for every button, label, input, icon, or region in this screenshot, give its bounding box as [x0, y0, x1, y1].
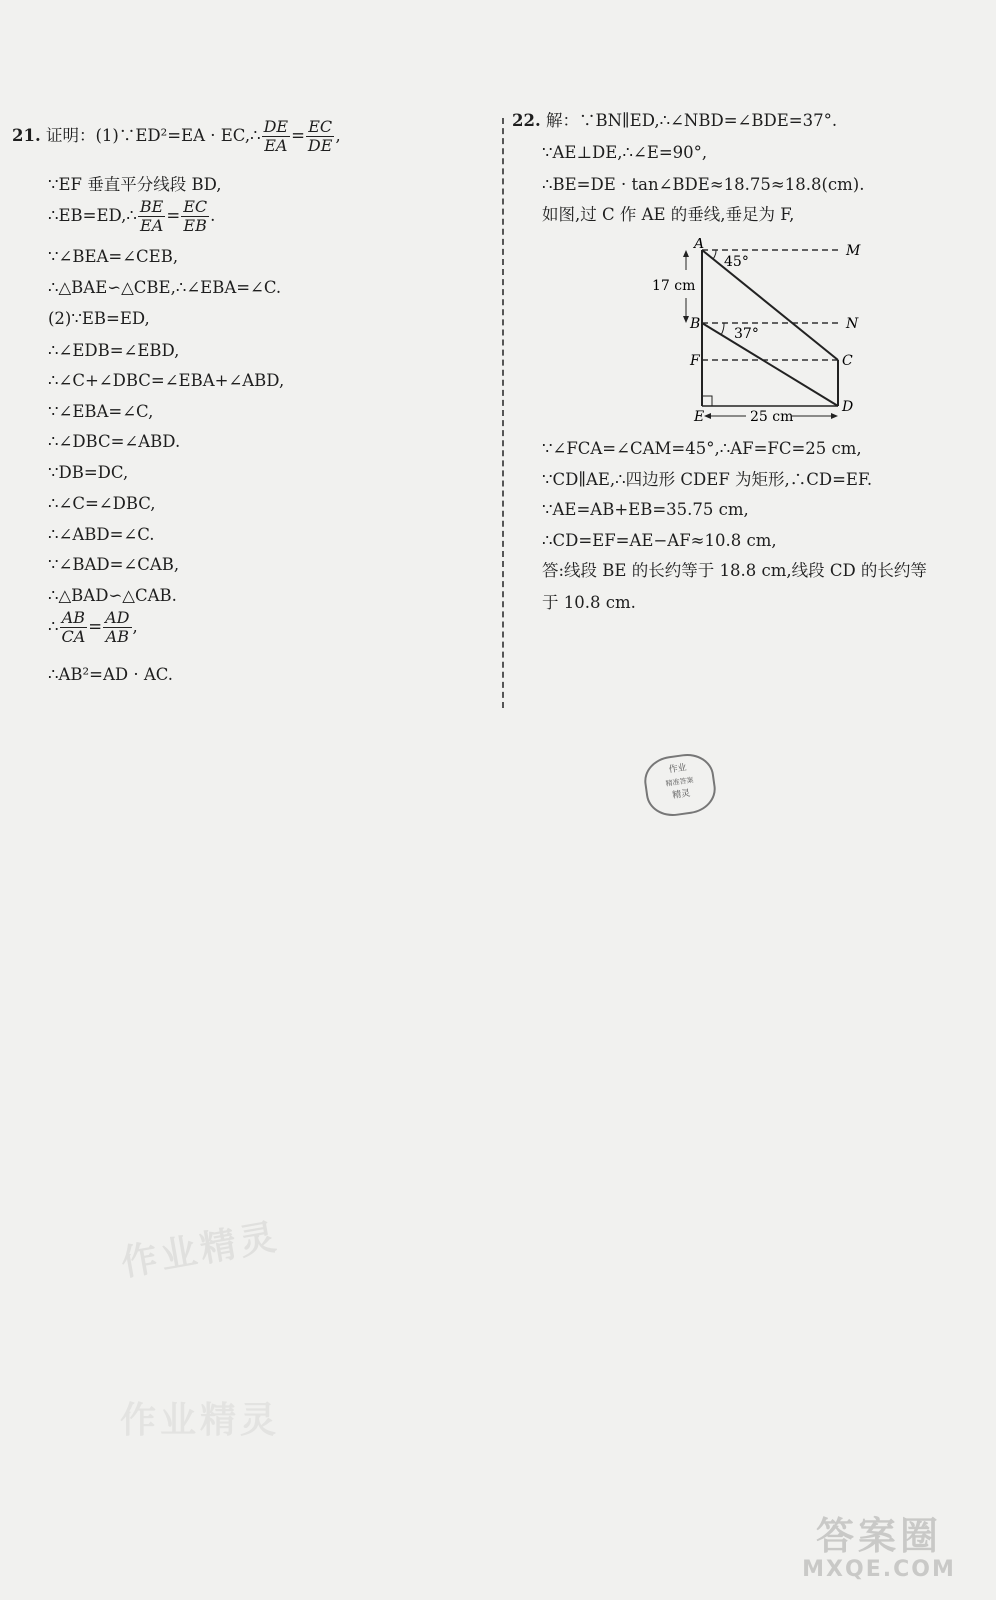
- p21-frac2_top: EC: [306, 118, 335, 137]
- p21-line-15: [48, 585, 177, 607]
- p21-line-13: [48, 524, 155, 546]
- p21-text: ∴∠C+∠DBC=∠EBA+∠ABD,: [48, 371, 285, 390]
- p21-line-17: [48, 664, 173, 686]
- p21-text: ∴AB²=AD · AC.: [48, 665, 174, 684]
- p21-text: ∵DB=DC,: [48, 463, 129, 482]
- p22-text: ∵AE⊥DE,∴∠E=90°,: [542, 143, 708, 162]
- p21-mid: =: [166, 206, 181, 225]
- p21-line-3: [48, 198, 215, 235]
- p21-frac1_bot: EA: [264, 136, 288, 155]
- p22-text: 如图,过 C 作 AE 的垂线,垂足为 F,: [542, 205, 795, 224]
- angle-37: 37°: [734, 326, 759, 342]
- p21-frac2_bot: AB: [105, 627, 129, 646]
- p21-mid: =: [88, 617, 103, 636]
- p22-text: ∴BE=DE · tan∠BDE≈18.75≈18.8(cm).: [542, 175, 865, 194]
- stamp-line-1: 作业: [668, 762, 688, 776]
- p21-post: ,: [335, 126, 341, 145]
- p21-line-9: [48, 401, 153, 423]
- fraction: [60, 609, 88, 646]
- p22-after-line-5: 答:线段 BE 的长约等于 18.8 cm,线段 CD 的长约等: [542, 561, 927, 580]
- p21-pre: 证明：(1)∵ED²=EA · EC,∴: [45, 126, 261, 145]
- p21-pre: ∴: [48, 617, 59, 636]
- p21-pre: ∴EB=ED,∴: [48, 206, 137, 225]
- label-A: A: [694, 238, 705, 252]
- length-25cm: 25 cm: [750, 409, 794, 425]
- line-AC: [702, 250, 838, 360]
- p21-mid: =: [291, 126, 305, 145]
- p21-frac1_bot: EA: [140, 216, 164, 235]
- p21-line-5: [48, 277, 281, 299]
- p22-after-line-2: ∵CD∥AE,∴四边形 CDEF 为矩形,∴CD=EF.: [542, 470, 873, 489]
- p21-line-11: [48, 462, 128, 484]
- line-BD: [702, 323, 838, 406]
- length-17cm: 17 cm: [652, 278, 696, 294]
- corner-logo-url: MXQE.COM: [802, 1557, 956, 1582]
- fraction: [138, 198, 165, 235]
- angle-45: 45°: [724, 254, 749, 270]
- p21-text: ∴∠EDB=∠EBD,: [48, 341, 180, 360]
- p21-frac1_bot: CA: [61, 627, 86, 646]
- problem-number: 21.: [12, 126, 41, 145]
- stamp-line-3: 精灵: [671, 788, 691, 802]
- arrowhead-17-bottom: [683, 316, 689, 323]
- label-F: F: [690, 353, 700, 369]
- p22-line-4: [542, 204, 794, 226]
- p21-text: ∴△BAD∽△CAB.: [48, 586, 177, 605]
- p21-text: ∴∠C=∠DBC,: [48, 494, 156, 513]
- label-C: C: [842, 353, 853, 369]
- p21-text: ∴∠ABD=∠C.: [48, 525, 155, 544]
- p22-line-3: [542, 174, 864, 196]
- geometry-diagram: [642, 238, 882, 438]
- p21-text: ∴△BAE∽△CBE,∴∠EBA=∠C.: [48, 278, 282, 297]
- right-angle-E: [702, 396, 712, 406]
- p21-frac2_top: AD: [105, 608, 130, 627]
- p21-line-14: [48, 554, 179, 576]
- p21-line-16: [48, 609, 138, 646]
- column-divider: [502, 118, 504, 708]
- label-N: N: [846, 316, 859, 332]
- watermark-1: 作业精灵: [118, 1216, 283, 1285]
- arc-37: [721, 323, 724, 335]
- fraction: [306, 118, 335, 155]
- p22-after-line-3: ∵AE=AB+EB=35.75 cm,: [542, 500, 749, 519]
- fraction: [103, 609, 131, 646]
- corner-logo-title: 答案圈: [815, 1514, 942, 1558]
- p21-post: .: [210, 206, 216, 225]
- label-B: B: [690, 316, 701, 332]
- p21-frac2_bot: EB: [183, 216, 207, 235]
- fraction: [181, 198, 209, 235]
- p22-line-2: [542, 142, 707, 164]
- p21-text: (2)∵EB=ED,: [48, 309, 150, 328]
- p21-text: ∵EF 垂直平分线段 BD,: [48, 175, 222, 194]
- p22-after-line-6: 于 10.8 cm.: [542, 593, 636, 612]
- p22-after-line-1: ∵∠FCA=∠CAM=45°,∴AF=FC=25 cm,: [542, 439, 862, 458]
- p21-frac1_top: AB: [60, 609, 88, 628]
- fraction: [262, 118, 291, 155]
- p21-text: ∵∠BEA=∠CEB,: [48, 247, 179, 266]
- arrowhead-25-left: [704, 413, 711, 419]
- p21-line-1: [12, 118, 341, 155]
- p21-frac2_top: EC: [183, 197, 208, 216]
- stamp-line-2: 精准答案: [665, 776, 695, 788]
- p21-frac1_top: BE: [139, 197, 164, 216]
- diagram-svg: [642, 238, 882, 438]
- p21-text: ∴∠DBC=∠ABD.: [48, 432, 181, 451]
- p21-line-4: [48, 246, 178, 268]
- p21-post: ,: [132, 617, 138, 636]
- p21-line-6: [48, 308, 150, 330]
- label-D: D: [842, 399, 854, 415]
- p21-line-10: [48, 431, 180, 453]
- stamp-seal: [641, 750, 719, 819]
- p21-line-8: [48, 370, 284, 392]
- p22-line-1: [512, 110, 837, 132]
- p21-text: ∵∠EBA=∠C,: [48, 402, 154, 421]
- p21-line-12: [48, 493, 156, 515]
- p21-frac2_bot: DE: [307, 136, 333, 155]
- corner-logo: [784, 1514, 974, 1584]
- p22-after-line-4: ∴CD=EF=AE−AF≈10.8 cm,: [542, 531, 777, 550]
- watermark-2: 作业精灵: [120, 1400, 281, 1441]
- p21-line-2: [48, 174, 222, 196]
- arc-45: [713, 250, 716, 259]
- problem-number: 22.: [512, 111, 541, 130]
- p21-text: ∵∠BAD=∠CAB,: [48, 555, 180, 574]
- arrowhead-17-top: [683, 250, 689, 257]
- p21-line-7: [48, 340, 179, 362]
- label-E: E: [694, 409, 705, 425]
- label-M: M: [846, 243, 861, 259]
- arrowhead-25-right: [831, 413, 838, 419]
- p22-text: 解：∵BN∥ED,∴∠NBD=∠BDE=37°.: [545, 111, 838, 130]
- p21-frac1_top: DE: [263, 117, 289, 136]
